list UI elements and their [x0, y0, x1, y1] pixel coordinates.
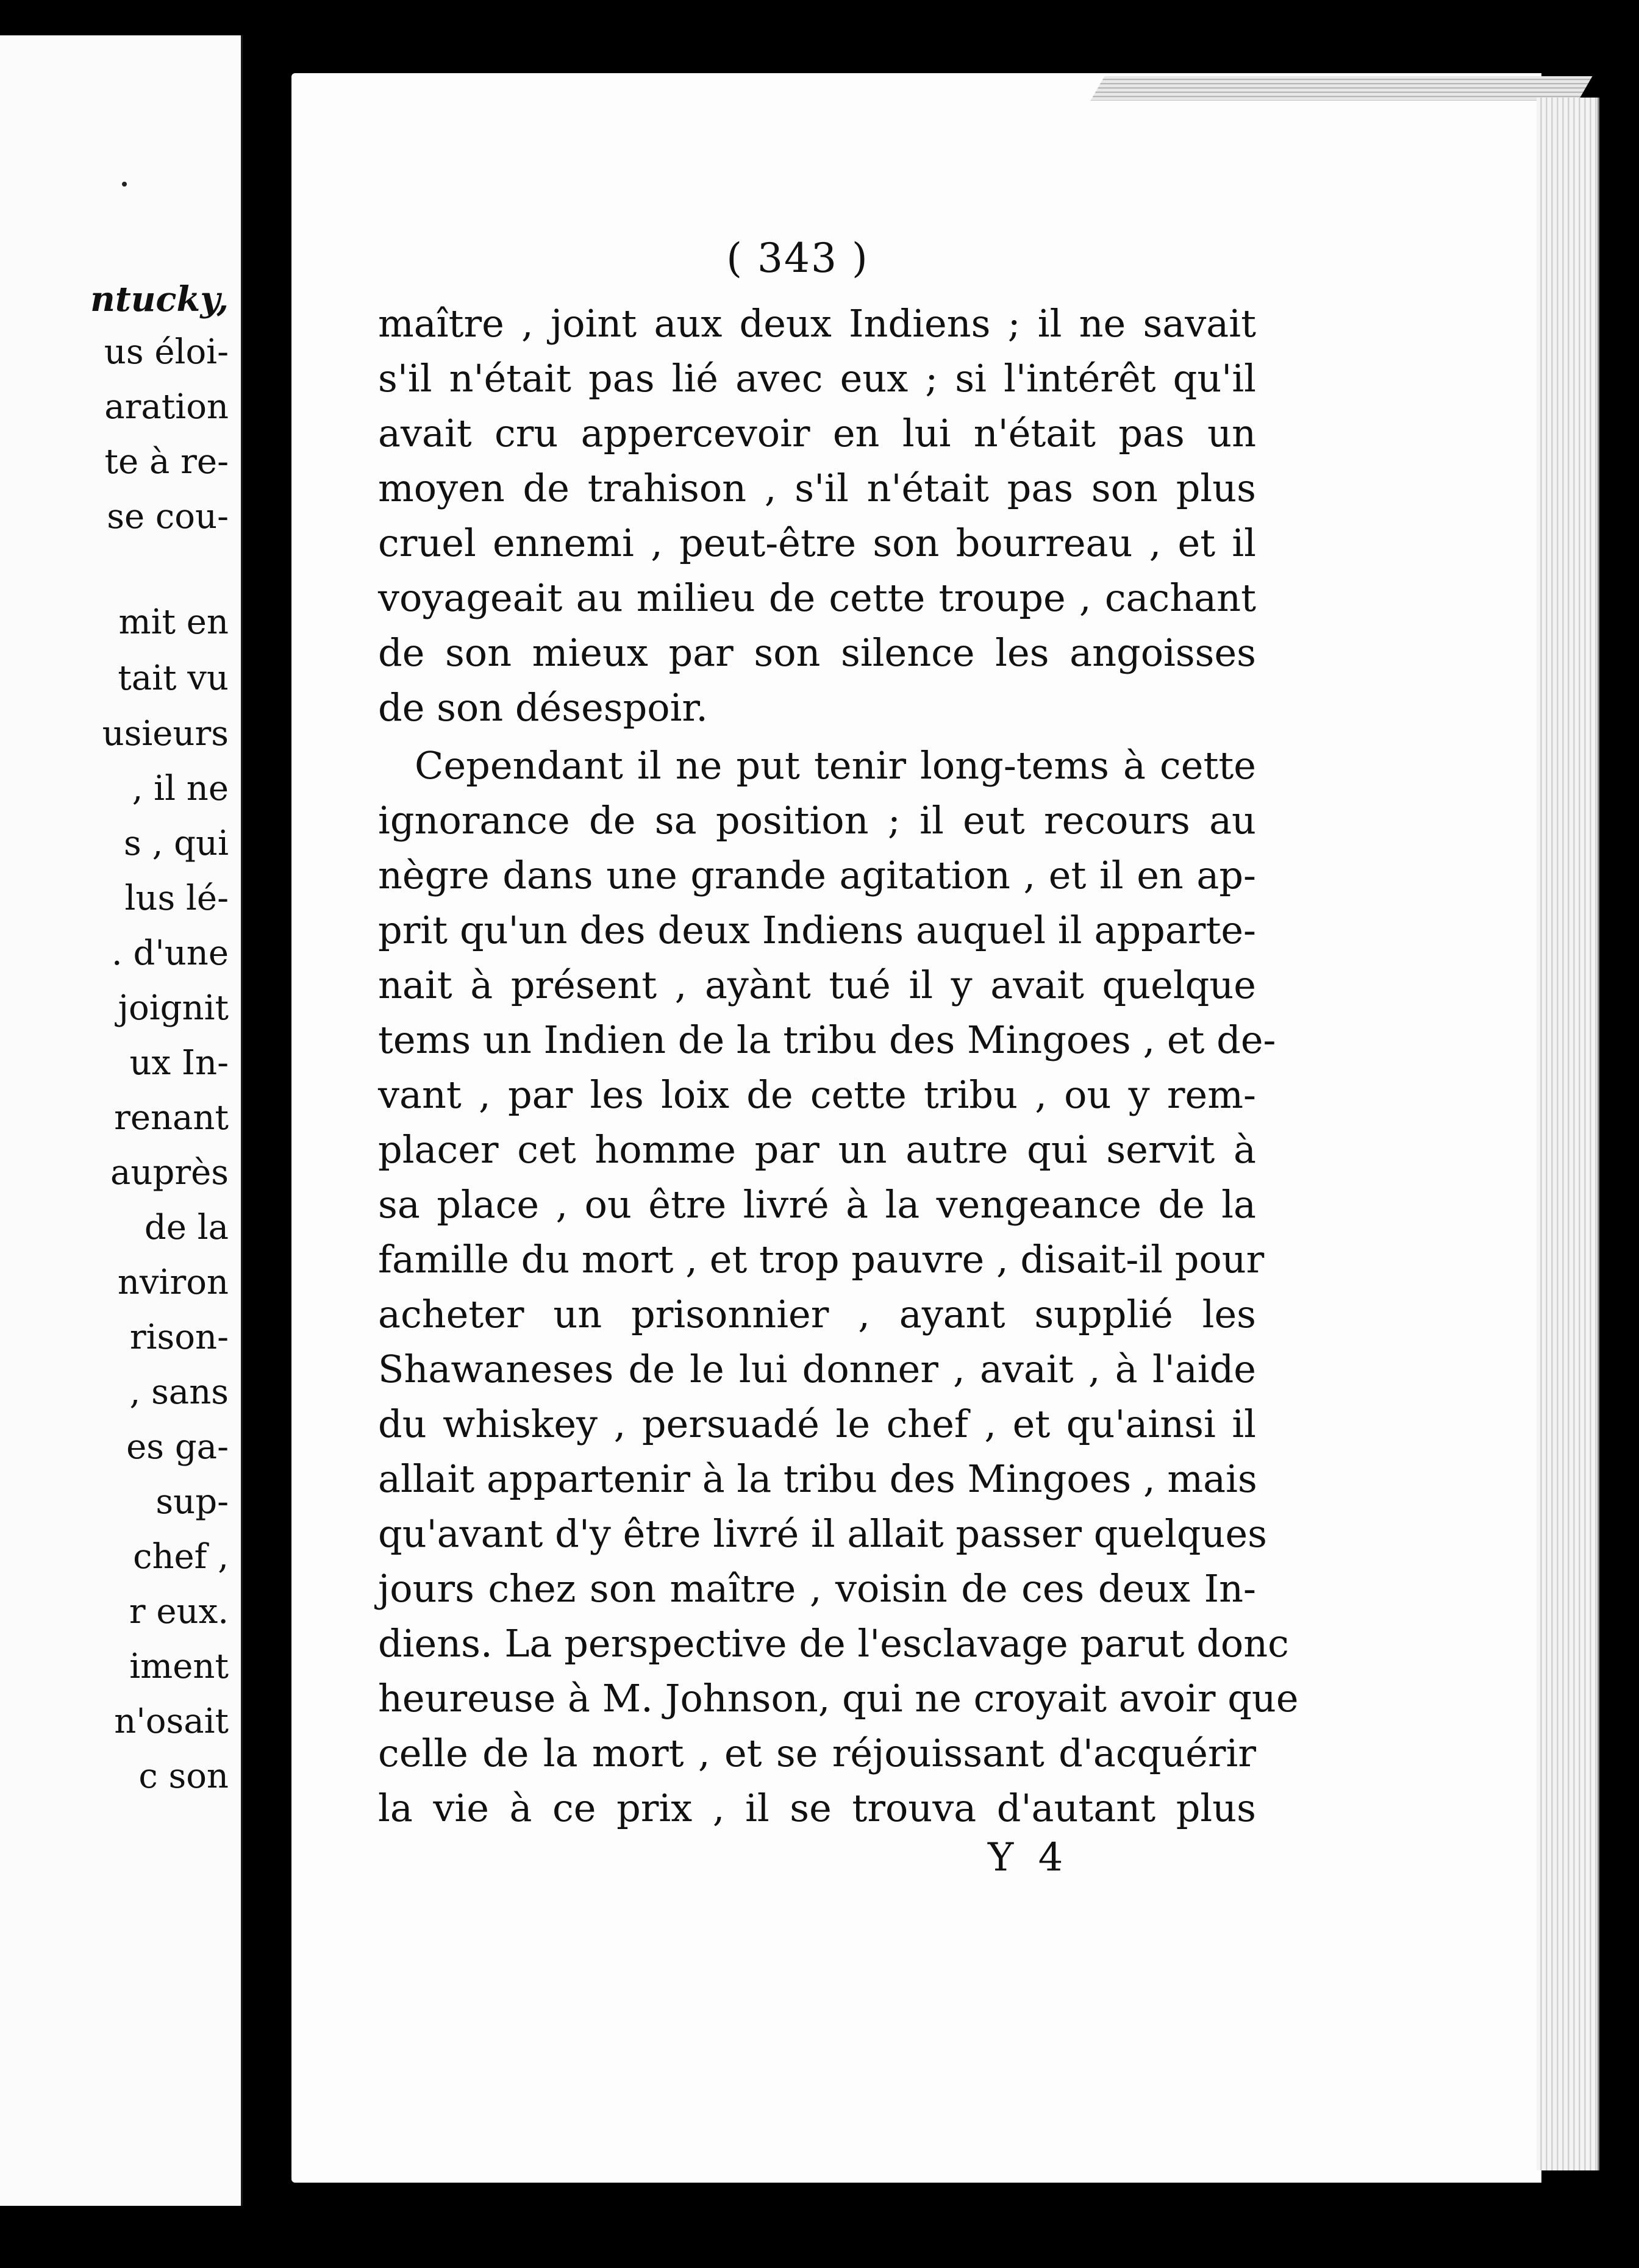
page-fore-edge: [1537, 98, 1599, 2170]
text-line: ignorance de sa position ; il eut recours au: [378, 798, 1256, 843]
text-line: de son désespoir.: [378, 685, 708, 730]
text-line: celle de la mort , et se réjouissant d'acquérir: [378, 1731, 1256, 1775]
text-line: s'il n'était pas lié avec eux ; si l'intérêt qu'il: [378, 356, 1256, 401]
ink-dot: [122, 182, 127, 187]
left-text-line: joignit: [118, 988, 229, 1028]
left-text-line: s , qui: [124, 824, 229, 863]
left-text-line: mit en: [118, 602, 229, 642]
text-line: de son mieux par son silence les angoisses: [378, 630, 1256, 675]
text-line: Cependant il ne put tenir long-tems à cette: [415, 743, 1256, 788]
text-line: placer cet homme par un autre qui servit à: [378, 1127, 1256, 1172]
text-line: prit qu'un des deux Indiens auquel il apparte-: [378, 908, 1256, 952]
left-text-line: n'osait: [114, 1702, 229, 1741]
text-line: qu'avant d'y être livré il allait passer quelques: [378, 1511, 1267, 1556]
left-text-line: , sans: [129, 1372, 229, 1412]
left-text-line: te à re-: [104, 442, 229, 482]
text-line: jours chez son maître , voisin de ces deux In-: [378, 1566, 1256, 1611]
left-facing-page: [0, 35, 243, 2206]
left-text-line: chef ,: [133, 1537, 229, 1577]
text-line: nègre dans une grande agitation , et il en ap-: [378, 853, 1256, 897]
text-line: heureuse à M. Johnson, qui ne croyait avoir que: [378, 1676, 1299, 1721]
left-text-line: nviron: [117, 1263, 229, 1302]
left-text-line: tait vu: [118, 658, 229, 698]
left-text-line: rison-: [129, 1318, 229, 1357]
left-text-line: usieurs: [102, 714, 229, 754]
left-text-line: . d'une: [111, 933, 229, 973]
text-line: acheter un prisonnier , ayant supplié les: [378, 1292, 1256, 1336]
left-text-line: us éloi-: [104, 332, 229, 372]
text-line: diens. La perspective de l'esclavage parut donc: [378, 1621, 1289, 1666]
left-text-line: auprès: [110, 1153, 229, 1193]
left-text-line: es ga-: [126, 1427, 229, 1467]
text-line: avait cru appercevoir en lui n'était pas un: [378, 411, 1256, 455]
text-line: Shawaneses de le lui donner , avait , à l'aide: [378, 1347, 1256, 1391]
left-text-line: renant: [114, 1098, 229, 1138]
left-text-line: iment: [129, 1647, 229, 1686]
page-number: ( 343 ): [726, 235, 869, 282]
book-gutter: [243, 0, 291, 2268]
text-line: famille du mort , et trop pauvre , disait-il pour: [378, 1237, 1265, 1282]
left-text-line: de la: [144, 1208, 229, 1247]
left-text-line: c son: [138, 1756, 229, 1796]
text-line: maître , joint aux deux Indiens ; il ne savait: [378, 301, 1256, 346]
page-top-edge: [1090, 76, 1592, 101]
text-line: la vie à ce prix , il se trouva d'autant plus: [378, 1786, 1256, 1830]
left-text-line: se cou-: [107, 497, 229, 537]
text-line: cruel ennemi , peut-être son bourreau , et il: [378, 521, 1256, 565]
left-text-line: , il ne: [132, 769, 229, 808]
text-line: vant , par les loix de cette tribu , ou y rem-: [378, 1072, 1256, 1117]
left-text-line: ntucky,: [90, 279, 229, 319]
left-text-line: aration: [104, 387, 229, 427]
left-text-line: r eux.: [129, 1592, 229, 1631]
text-line: moyen de trahison , s'il n'était pas son plus: [378, 466, 1256, 510]
signature-mark: Y 4: [988, 1835, 1069, 1880]
left-text-line: lus lé-: [124, 879, 229, 918]
text-line: nait à présent , ayànt tué il y avait quelque: [378, 963, 1256, 1007]
text-line: voyageait au milieu de cette troupe , cachant: [378, 576, 1256, 620]
text-line: tems un Indien de la tribu des Mingoes , et de-: [378, 1018, 1276, 1062]
text-line: allait appartenir à la tribu des Mingoes , mais: [378, 1457, 1257, 1501]
left-text-line: sup-: [155, 1482, 229, 1522]
text-line: sa place , ou être livré à la vengeance de la: [378, 1182, 1256, 1227]
text-line: du whiskey , persuadé le chef , et qu'ainsi il: [378, 1402, 1256, 1446]
left-text-line: ux In-: [129, 1043, 229, 1083]
